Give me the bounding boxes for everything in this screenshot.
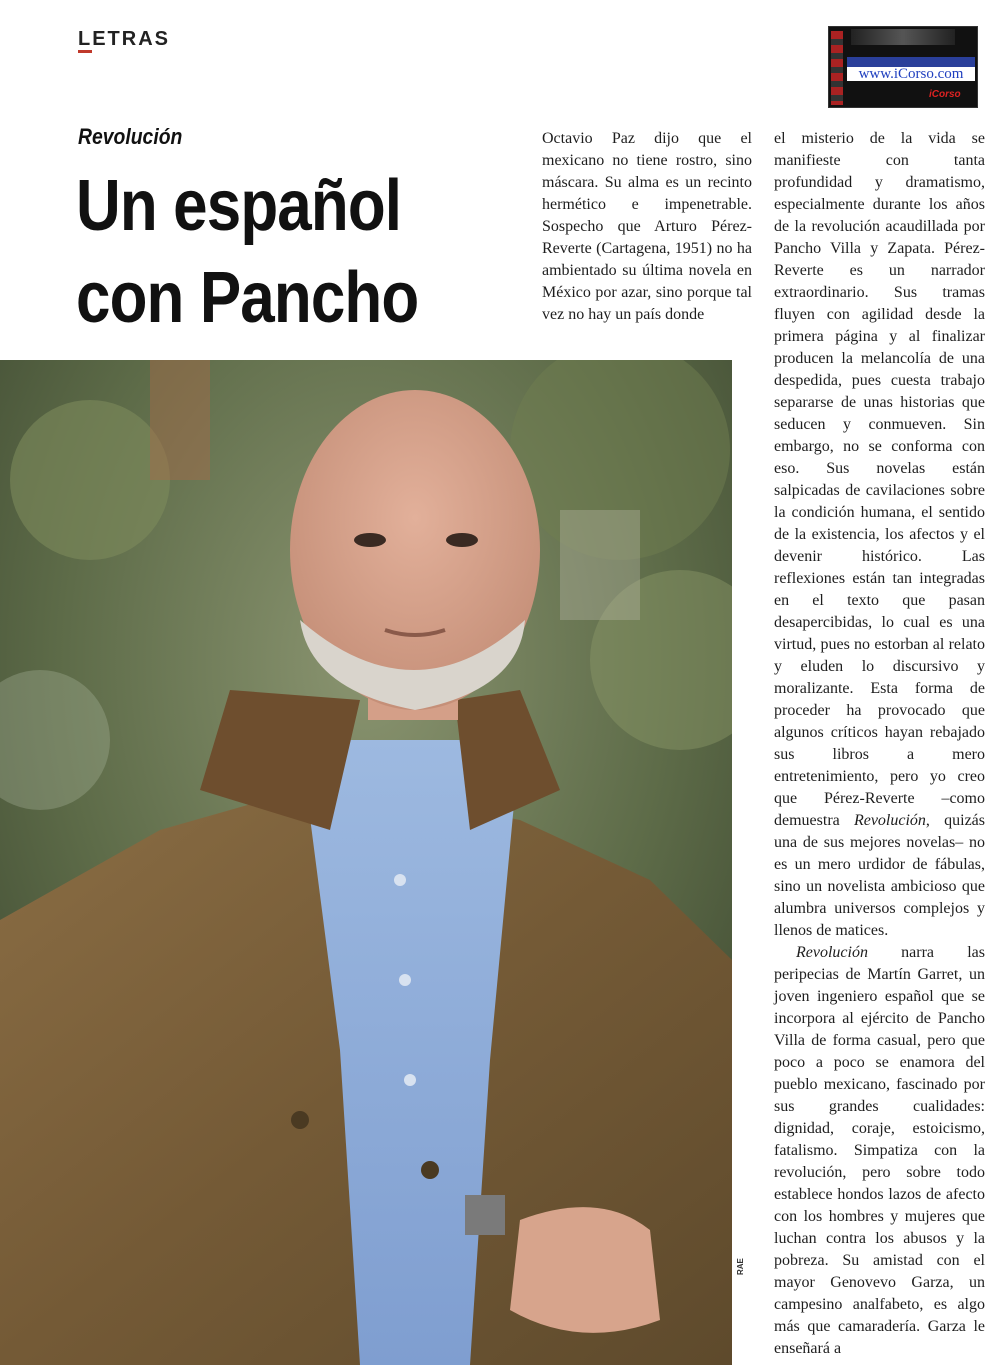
- column-2-p1-text-b: , quizás una de sus mejores novelas– no es un mero urdidor de fábulas, sino un novelista ambicioso que alumbra universos complejos y llenos de matices.: [774, 812, 985, 939]
- column-1-paragraph: Octavio Paz dijo que el mexicano no tiene rostro, sino máscara. Su alma es un recinto hermético e impenetrable. Sospecho que Arturo Pérez-Reverte (Cartagena, 1951) no ha ambientado su última novela en México por azar, sino porque tal vez no hay un país donde: [542, 130, 752, 323]
- article-column-2: [774, 128, 985, 1360]
- column-2-paragraph-2: [774, 942, 985, 1360]
- column-2-paragraph-1: [774, 128, 985, 942]
- section-label-rest: ETRAS: [92, 28, 171, 50]
- photo-credit: RAE: [736, 1258, 745, 1275]
- column-2-p2-text: narra las peripecias de Martín Garret, un joven ingeniero español que se incorpora al ejército de Pancho Villa de forma casual, pero que poco a poco se enamora del pueblo mexicano, fascinado por sus grandes cualidades: dignidad, coraje, estoicismo, fatalismo. Simpatiza con la revolución, pero sobre todo establece hondos lazos de afecto con los hombres y mujeres que luchan contra los abusos y la pobreza. Su amistad con el mayor Genovevo Garza, un campesino analfabeto, es algo más que camaradería. Garza le enseñará a: [774, 944, 985, 1357]
- section-label-first-letter: L: [78, 28, 92, 53]
- column-2-p2-italic-title: Revolución: [796, 944, 868, 961]
- author-photo: [0, 360, 732, 1365]
- section-label: [78, 28, 170, 51]
- author-portrait-illustration: [0, 360, 732, 1365]
- logo-sidebar: [831, 31, 843, 105]
- logo-banner: [851, 29, 955, 45]
- article-column-1: [542, 128, 752, 328]
- headline-line-2: con Pancho: [76, 258, 419, 338]
- icorso-logo[interactable]: [828, 26, 978, 108]
- headline-line-1: Un español: [76, 166, 402, 246]
- column-2-p1-text-a: el misterio de la vida se manifieste con tanta profundidad y dramatismo, especialmente durante los años de la revolución acaudillada por Pancho Villa y Zapata. Pérez-Reverte es un narrador extraordinario. Sus tramas fluyen con agilidad desde la primera página y al finalizar producen la melancolía de una despedida, pues cuesta trabajo separarse de unas historias que seducen y conmueven. Sin embargo, no se conforma con eso. Sus novelas están salpicadas de cavilaciones sobre la condición humana, el sentido de la existencia, los afectos y el devenir histórico. Las reflexiones están tan integradas en el texto que pasan desapercibidas, lo cual es una virtud, pues no estorban al relato y eluden lo discursivo y moralizante. Esta forma de proceder ha provocado que algunos críticos hayan rebajado sus libros a mero entretenimiento, pero yo creo que Pérez-Reverte –como demuestra: [774, 130, 985, 829]
- logo-brand: iCorso: [929, 89, 961, 100]
- column-2-p1-italic-title: Revolución: [853, 812, 926, 829]
- logo-url[interactable]: www.iCorso.com: [858, 66, 964, 82]
- article-kicker: Revolución: [78, 124, 183, 149]
